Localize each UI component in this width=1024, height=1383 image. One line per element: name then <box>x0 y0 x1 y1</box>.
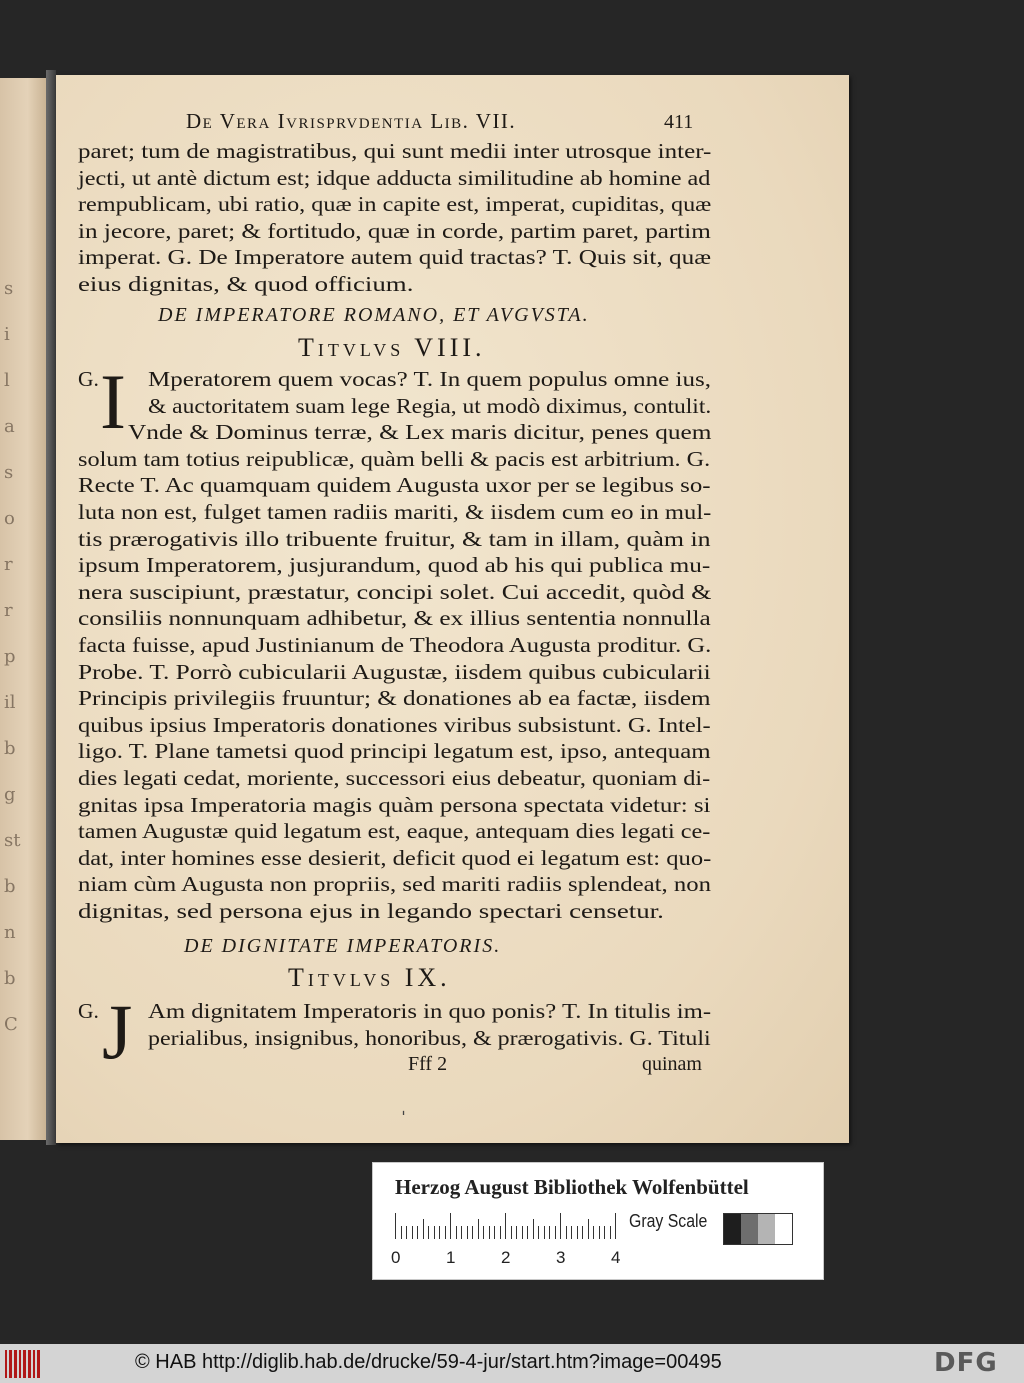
ruler-tick <box>577 1226 578 1239</box>
text-line: Principis privilegiis fruuntur; & donationes ab ea factæ, iisdem <box>78 686 711 711</box>
section-titulus: Titvlvs VIII. <box>298 333 486 362</box>
footer-bar <box>0 1344 1024 1383</box>
section-heading-2: DE DIGNITATE IMPERATORIS. <box>184 935 502 957</box>
ruler-tick <box>401 1226 402 1239</box>
gray-swatch <box>775 1214 792 1244</box>
text-line: nera suscipiunt, præstatur, concipi solet. Cui accedit, quòd & <box>78 579 712 604</box>
ruler-tick <box>549 1226 550 1239</box>
book-page <box>56 75 849 1143</box>
text-line: Mperatorem quem vocas? T. In quem populus omne ius, <box>148 367 711 391</box>
ruler-tick <box>395 1213 396 1239</box>
ruler-tick <box>472 1226 473 1239</box>
ruler-tick <box>450 1213 451 1239</box>
drop-initial: I <box>100 358 126 445</box>
gray-scale-swatches <box>723 1213 793 1245</box>
gray-swatch <box>741 1214 758 1244</box>
text-line: eius dignitas, & quod officium. <box>78 272 414 296</box>
facing-page-fragment: st <box>4 830 21 851</box>
ruler-tick <box>461 1226 462 1239</box>
facing-page-fragment: g <box>4 784 16 805</box>
barcode-icon <box>5 1350 47 1378</box>
gray-scale-label: Gray Scale <box>629 1211 708 1231</box>
ruler-tick <box>593 1226 594 1239</box>
ruler-label: 4 <box>611 1248 621 1267</box>
ruler-tick <box>555 1226 556 1239</box>
ruler-tick <box>560 1213 561 1239</box>
library-color-card <box>372 1162 824 1280</box>
ruler-tick <box>527 1226 528 1239</box>
text-line: facta fuisse, apud Justinianum de Theodora Augusta proditur. G. <box>78 633 712 657</box>
text-line: Probe. T. Porrò cubicularii Augustæ, iisdem quibus cubicularii <box>78 659 711 684</box>
text-line: imperat. G. De Imperatore autem quid tractas? T. Quis sit, quæ <box>78 245 712 270</box>
scale-ruler <box>395 1213 617 1239</box>
ruler-label: 3 <box>556 1248 566 1267</box>
barcode-bar <box>28 1350 31 1378</box>
ruler-tick <box>478 1219 479 1239</box>
ruler-tick <box>445 1226 446 1239</box>
barcode-bar <box>33 1350 35 1378</box>
ruler-tick <box>511 1226 512 1239</box>
ruler-tick <box>456 1226 457 1239</box>
facing-page-fragment: r <box>4 554 13 575</box>
text-line: tis prærogativis illo tribuente fruitur, & tam in illam, quàm in <box>78 526 711 551</box>
facing-page-fragment: i <box>4 324 10 345</box>
speaker-label-2: G. <box>78 999 99 1023</box>
facing-page-fragment: l <box>4 370 10 391</box>
facing-page-fragment: il <box>4 692 16 713</box>
text-line: paret; tum de magistratibus, qui sunt medii inter utrosque inter- <box>78 139 712 163</box>
barcode-bar <box>19 1350 21 1378</box>
ruler-tick <box>417 1226 418 1239</box>
ruler-label: 0 <box>391 1248 401 1267</box>
barcode-bar <box>14 1350 17 1378</box>
text-line: in jecore, paret; & fortitudo, quæ in corde, partim paret, partim <box>78 218 711 243</box>
section-heading: DE IMPERATORE ROMANO, ET AVGVSTA. <box>158 304 590 326</box>
text-line: consiliis nonnunquam adhibetur, & ex illius sententia nonnulla <box>78 606 711 631</box>
facing-page-fragment: o <box>4 508 15 529</box>
text-line: niam cùm Augusta non propriis, sed mariti radiis splendeat, non <box>78 872 711 897</box>
section-titulus-2: Titvlvs IX. <box>288 963 451 992</box>
ruler-tick <box>428 1226 429 1239</box>
page-number: 411 <box>664 111 694 133</box>
ruler-tick <box>412 1226 413 1239</box>
drop-initial-2: J <box>102 988 133 1075</box>
ruler-tick <box>494 1226 495 1239</box>
ruler-tick <box>615 1213 616 1239</box>
ruler-tick <box>588 1219 589 1239</box>
barcode-bar <box>5 1350 7 1378</box>
ruler-tick <box>610 1226 611 1239</box>
text-line: Recte T. Ac quamquam quidem Augusta uxor per se legibus so- <box>78 473 711 498</box>
barcode-bar <box>37 1350 40 1378</box>
ruler-tick <box>505 1213 506 1239</box>
signature-mark: Fff 2 <box>408 1053 448 1075</box>
facing-page-fragment: p <box>4 646 16 667</box>
facing-page-fragment: s <box>4 462 14 483</box>
text-line: ipsum Imperatorem, jusjurandum, quod ab his qui publica mu- <box>78 553 711 578</box>
catchword: quinam <box>642 1053 702 1075</box>
facing-page-fragment: C <box>4 1014 18 1035</box>
ink-mark: ˌ <box>401 1097 406 1118</box>
text-line: Am dignitatem Imperatoris in quo ponis? T. In titulis im- <box>148 999 712 1023</box>
ruler-tick <box>439 1226 440 1239</box>
ruler-tick <box>538 1226 539 1239</box>
ruler-tick <box>533 1219 534 1239</box>
text-line: rempublicam, ubi ratio, quæ in capite est, imperat, cupiditas, quæ <box>78 192 712 217</box>
ruler-tick <box>599 1226 600 1239</box>
library-name: Herzog August Bibliothek Wolfenbüttel <box>395 1175 749 1199</box>
copyright-url[interactable]: © HAB http://diglib.hab.de/drucke/59-4-jur/start.htm?image=00495 <box>135 1351 722 1373</box>
text-line: & auctoritatem suam lege Regia, ut modò diximus, contulit. <box>148 393 712 418</box>
text-line: jecti, ut antè dictum est; idque adducta similitudine ab homine ad <box>78 165 711 190</box>
facing-page-fragment: a <box>4 416 15 437</box>
book-spine <box>46 70 56 1145</box>
ruler-tick <box>522 1226 523 1239</box>
facing-page-fragment: b <box>4 876 16 897</box>
speaker-label: G. <box>78 367 99 391</box>
facing-page-edge <box>0 78 46 1140</box>
text-line: gnitas ipsa Imperatoria magis quàm persona spectata videtur: si <box>78 792 711 817</box>
ruler-tick <box>483 1226 484 1239</box>
barcode-bar <box>9 1350 12 1378</box>
ruler-tick <box>489 1226 490 1239</box>
gray-swatch <box>724 1214 741 1244</box>
ruler-tick <box>500 1226 501 1239</box>
text-line: luta non est, fulget tamen radiis mariti, & iisdem cum eo in mul- <box>78 500 712 524</box>
text-line: quibus ipsius Imperatoris donationes viribus subsistunt. G. Intel- <box>78 712 711 737</box>
ruler-tick <box>406 1226 407 1239</box>
ruler-tick <box>516 1226 517 1239</box>
facing-page-fragment: n <box>4 922 16 943</box>
ruler-tick <box>604 1226 605 1239</box>
ruler-tick <box>582 1226 583 1239</box>
facing-page-fragment: b <box>4 738 16 759</box>
text-line: tamen Augustæ quid legatum est, eaque, antequam dies legati ce- <box>78 819 711 844</box>
text-line: perialibus, insignibus, honoribus, & prærogativis. G. Tituli <box>148 1025 711 1050</box>
barcode-bar <box>23 1350 26 1378</box>
text-line: dignitas, sed persona ejus in legando spectari censetur. <box>78 899 664 923</box>
ruler-tick <box>423 1219 424 1239</box>
text-line: solum tam totius reipublicæ, quàm belli & pacis est arbitrium. G. <box>78 446 711 471</box>
facing-page-fragment: r <box>4 600 13 621</box>
ruler-tick <box>566 1226 567 1239</box>
text-line: dies legati cedat, moriente, successori eius debeatur, quoniam di- <box>78 766 711 790</box>
facing-page-fragment: b <box>4 968 16 989</box>
dfg-logo: DFG <box>934 1348 998 1378</box>
text-line: Vnde & Dominus terræ, & Lex maris dicitur, penes quem <box>128 420 712 445</box>
ruler-tick <box>571 1226 572 1239</box>
text-line: ligo. T. Plane tametsi quod principi legatum est, ipso, antequam <box>78 739 711 764</box>
gray-swatch <box>758 1214 775 1244</box>
text-line: dat, inter homines esse desierit, deficit quod ei legatum est: quo- <box>78 845 712 870</box>
ruler-label: 1 <box>446 1248 456 1267</box>
ruler-tick <box>467 1226 468 1239</box>
facing-page-fragment: s <box>4 278 14 299</box>
ruler-tick <box>434 1226 435 1239</box>
running-head: De Vera Ivrisprvdentia Lib. VII. <box>186 109 517 133</box>
ruler-tick <box>544 1226 545 1239</box>
ruler-label: 2 <box>501 1248 511 1267</box>
